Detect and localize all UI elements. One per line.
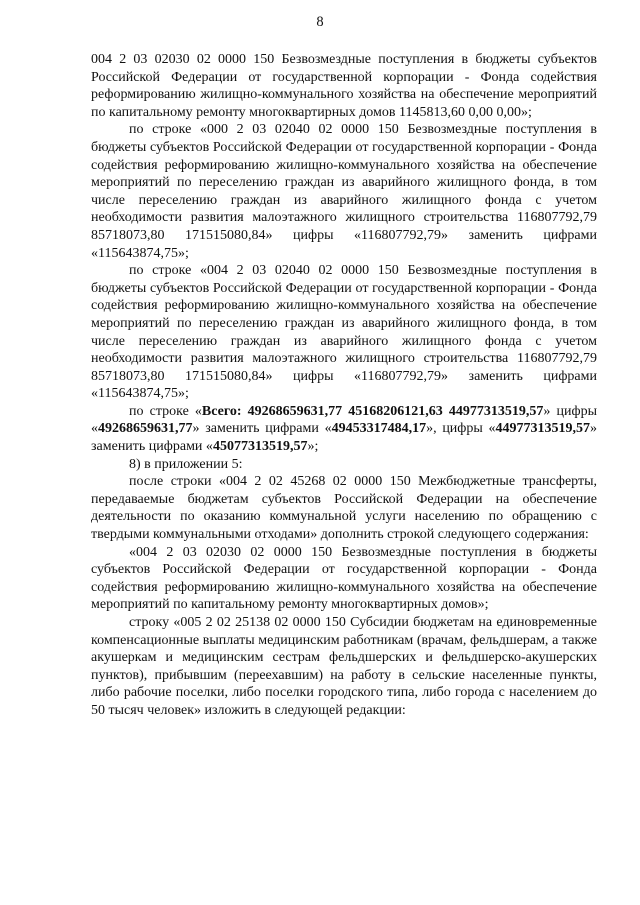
total-new-value-2: 45077313519,57: [212, 439, 308, 455]
total-old-value-2: 44977313519,57: [495, 421, 590, 437]
paragraph-continuation-capital-repair: 004 2 03 02030 02 0000 150 Безвозмездные поступления в бюджеты субъектов Российской Федерации от государственной корпорации - Фонда содействия реформированию жилищно-коммунального хозяйства на обеспечение мероприятий по капитальному ремонту многоквартирных домов 1145813,60 0,00 0,00»;: [91, 52, 597, 120]
paragraph-line-004-2-03-02040: по строке «004 2 03 02040 02 0000 150 Безвозмездные поступления в бюджеты субъектов Российской Федерации от государственной корпорации - Фонда содействия реформированию жилищно-коммунального хозяйства на обеспечение мероприятий по переселению граждан из аварийного жилищного фонда, в том числе переселению граждан из аварийного жилищного фонда с учетом необходимости развития малоэтажного жилищного строительства 116807792,79 85718073,80 171515080,84» цифры «116807792,79» заменить цифрами «115643874,75»;: [91, 263, 597, 402]
total-text-3: » заменить цифрами «: [192, 421, 332, 437]
total-text-4: », цифры «: [426, 421, 496, 437]
paragraph-line-005-2-02-25138: строку «005 2 02 25138 02 0000 150 Субсидии бюджетам на единовременные компенсационные выплаты медицинским работникам (врачам, фельдшерам, а также акушеркам и медицинским сестрам фельдшерских и фельдшерско-акушерских пунктов), прибывшим (переехавшим) на работу в сельские населенные пункты, либо рабочие поселки, либо поселки городского типа, либо города с населением до 50 тысяч человек» изложить в следующей редакции:: [91, 615, 597, 718]
total-text-2: » цифры «: [91, 403, 597, 437]
paragraph-total-line: [91, 403, 597, 456]
paragraph-new-line-004-2-03-02030: «004 2 03 02030 02 0000 150 Безвозмездные поступления в бюджеты субъектов Российской Федерации от государственной корпорации - Фонда содействия реформированию жилищно-коммунального хозяйства на обеспечение мероприятий по капитальному ремонту многоквартирных домов»;: [91, 544, 597, 613]
document-body: [91, 51, 597, 720]
page-number: 8: [316, 14, 324, 30]
total-old-value-1: 49268659631,77: [98, 421, 193, 437]
total-bold-values: Всего: 49268659631,77 45168206121,63 44977313519,57: [201, 403, 544, 419]
total-text-5: » заменить цифрами «: [91, 421, 597, 455]
paragraph-item-8: 8) в приложении 5:: [129, 456, 243, 472]
paragraph-line-000-2-03-02040: по строке «000 2 03 02040 02 0000 150 Безвозмездные поступления в бюджеты субъектов Российской Федерации от государственной корпорации - Фонда содействия реформированию жилищно-коммунального хозяйства на обеспечение мероприятий по переселению граждан из аварийного жилищного фонда, в том числе переселению граждан из аварийного жилищного фонда с учетом необходимости развития малоэтажного жилищного строительства 116807792,79 85718073,80 171515080,84» цифры «116807792,79» заменить цифрами «115643874,75»;: [91, 122, 597, 261]
paragraph-after-line-004-2-02-45268: после строки «004 2 02 45268 02 0000 150 Межбюджетные трансферты, передаваемые бюджетам субъектов Российской Федерации на обеспечение деятельности по оказанию коммунальной услуги населению по обращению с твердыми коммунальными отходами» дополнить строкой следующего содержания:: [91, 474, 597, 543]
total-text-6: »;: [307, 439, 319, 455]
total-text-1: по строке «: [129, 403, 202, 419]
total-new-value-1: 49453317484,17: [331, 421, 427, 437]
